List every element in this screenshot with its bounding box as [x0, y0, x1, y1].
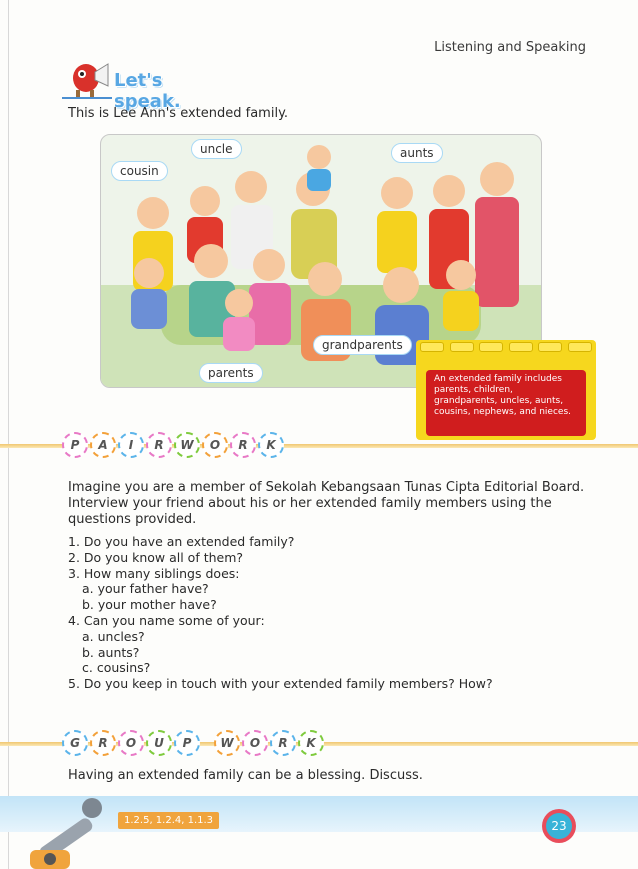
pairwork-instructions: Imagine you are a member of Sekolah Kebangsaan Tunas Cipta Editorial Board. Interview your friend about his or her extended family members using the questions provided.	[68, 480, 585, 527]
info-box	[416, 340, 596, 440]
question-item: 3. How many siblings does:	[68, 565, 240, 581]
label-aunts: aunts	[391, 143, 443, 163]
pairwork-letter: R	[230, 432, 256, 458]
page-spine	[8, 0, 9, 869]
intro-text: This is Lee Ann's extended family.	[68, 106, 289, 121]
pairwork-letter: I	[118, 432, 144, 458]
groupwork-letter: R	[270, 730, 296, 756]
activity-title: Let's speak.	[114, 70, 181, 112]
robot-arm-icon	[30, 792, 120, 869]
groupwork-letter: O	[118, 730, 144, 756]
question-item: 2. Do you know all of them?	[68, 549, 244, 565]
question-subitem: a. your father have?	[82, 581, 209, 597]
groupwork-letter: P	[174, 730, 200, 756]
page-number: 23	[546, 813, 572, 839]
info-box-text: An extended family includes parents, children, grandparents, uncles, aunts, cousins, nephews, and nieces.	[426, 370, 586, 436]
question-subitem: b. aunts?	[82, 644, 140, 660]
label-cousin: cousin	[111, 161, 168, 181]
groupwork-letter: R	[90, 730, 116, 756]
pairwork-badge	[62, 432, 284, 458]
question-list	[68, 534, 493, 692]
groupwork-prompt: Having an extended family can be a blessing. Discuss.	[68, 768, 423, 783]
question-subitem: c. cousins?	[82, 660, 151, 676]
pairwork-letter: W	[174, 432, 200, 458]
question-subitem: b. your mother have?	[82, 597, 217, 613]
label-parents: parents	[199, 363, 263, 383]
groupwork-letter: K	[298, 730, 324, 756]
pairwork-letter: R	[146, 432, 172, 458]
pairwork-letter: A	[90, 432, 116, 458]
groupwork-letter: O	[242, 730, 268, 756]
pairwork-letter: O	[202, 432, 228, 458]
groupwork-letter: G	[62, 730, 88, 756]
question-subitem: a. uncles?	[82, 628, 145, 644]
label-grandparents: grandparents	[313, 335, 412, 355]
question-item: 4. Can you name some of your:	[68, 612, 265, 628]
groupwork-letter: W	[214, 730, 240, 756]
section-header: Listening and Speaking	[434, 40, 586, 55]
pairwork-letter: K	[258, 432, 284, 458]
label-uncle: uncle	[191, 139, 242, 159]
megaphone-mascot-icon	[62, 56, 112, 100]
lego-studs	[420, 342, 592, 352]
question-item: 1. Do you have an extended family?	[68, 534, 295, 549]
groupwork-letter: U	[146, 730, 172, 756]
question-item: 5. Do you keep in touch with your extended family members? How?	[68, 676, 493, 692]
curriculum-codes: 1.2.5, 1.2.4, 1.1.3	[118, 812, 219, 829]
lets-speak-banner	[62, 56, 222, 112]
groupwork-badge	[62, 730, 324, 756]
pairwork-letter: P	[62, 432, 88, 458]
